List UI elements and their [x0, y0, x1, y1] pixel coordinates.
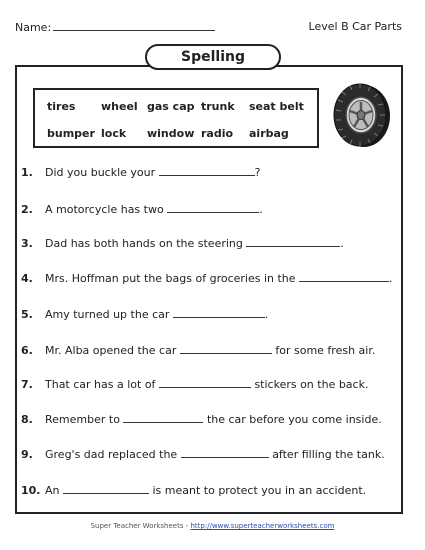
name-line[interactable] — [53, 20, 215, 31]
word-bank-item: seat belt — [249, 100, 304, 113]
answer-blank[interactable] — [299, 272, 389, 282]
footer — [0, 522, 425, 530]
name-field[interactable] — [15, 20, 215, 34]
word-bank — [33, 88, 319, 148]
question-5 — [21, 308, 268, 321]
question-3 — [21, 237, 344, 250]
tire-icon — [330, 80, 392, 150]
answer-blank[interactable] — [63, 484, 149, 494]
question-10 — [21, 484, 366, 497]
question-number: 8. — [21, 413, 33, 426]
question-1 — [21, 166, 260, 179]
word-bank-item: radio — [201, 127, 234, 140]
question-7 — [21, 378, 368, 391]
word-bank-item: airbag — [249, 127, 289, 140]
question-text: Did you buckle your — [45, 166, 156, 179]
question-text-after: . — [340, 237, 344, 250]
level-title: Level B Car Parts — [308, 20, 402, 33]
footer-site: Super Teacher Worksheets — [90, 522, 184, 530]
page-title: Spelling — [145, 44, 281, 70]
question-text-after: . — [259, 203, 263, 216]
question-text: Mr. Alba opened the car — [45, 344, 177, 357]
question-number: 1. — [21, 166, 33, 179]
question-text-after: stickers on the back. — [254, 378, 369, 391]
question-text: Greg's dad replaced the — [45, 448, 178, 461]
answer-blank[interactable] — [181, 448, 269, 458]
question-number: 5. — [21, 308, 33, 321]
question-text: Mrs. Hoffman put the bags of groceries in the — [45, 272, 296, 285]
answer-blank[interactable] — [180, 344, 272, 354]
word-bank-item: window — [147, 127, 195, 140]
question-number: 2. — [21, 203, 33, 216]
question-number: 3. — [21, 237, 33, 250]
word-bank-item: tires — [47, 100, 76, 113]
answer-blank[interactable] — [159, 166, 255, 176]
question-text-after: . — [264, 308, 269, 321]
footer-separator: - — [185, 522, 189, 530]
question-text: Remember to — [45, 413, 120, 426]
word-bank-item: bumper — [47, 127, 95, 140]
question-2 — [21, 203, 263, 216]
answer-blank[interactable] — [173, 308, 265, 318]
answer-blank[interactable] — [123, 413, 203, 423]
question-text-after: the car before you come inside. — [206, 413, 382, 426]
question-number: 6. — [21, 344, 33, 357]
word-bank-item: trunk — [201, 100, 235, 113]
question-8 — [21, 413, 382, 426]
question-text-after: ? — [254, 166, 261, 179]
word-bank-item: wheel — [101, 100, 138, 113]
question-6 — [21, 344, 375, 357]
question-number: 9. — [21, 448, 33, 461]
question-text: That car has a lot of — [45, 378, 156, 391]
question-text-after: . — [389, 272, 393, 285]
question-text: A motorcycle has two — [45, 203, 164, 216]
question-4 — [21, 272, 393, 285]
answer-blank[interactable] — [167, 203, 259, 213]
question-text-after: is meant to protect you in an accident. — [152, 484, 367, 497]
question-9 — [21, 448, 385, 461]
question-text: An — [45, 484, 60, 497]
name-label: Name: — [15, 21, 52, 34]
question-number: 7. — [21, 378, 33, 391]
footer-link[interactable]: http://www.superteacherworksheets.com — [190, 522, 335, 530]
question-text-after: after filling the tank. — [272, 448, 385, 461]
question-text-after: for some fresh air. — [275, 344, 376, 357]
word-bank-item: gas cap — [147, 100, 195, 113]
question-text: Dad has both hands on the steering — [45, 237, 243, 250]
answer-blank[interactable] — [159, 378, 251, 388]
word-bank-item: lock — [101, 127, 127, 140]
question-number: 10. — [21, 484, 41, 497]
question-text: Amy turned up the car — [45, 308, 170, 321]
question-number: 4. — [21, 272, 33, 285]
answer-blank[interactable] — [246, 237, 340, 247]
